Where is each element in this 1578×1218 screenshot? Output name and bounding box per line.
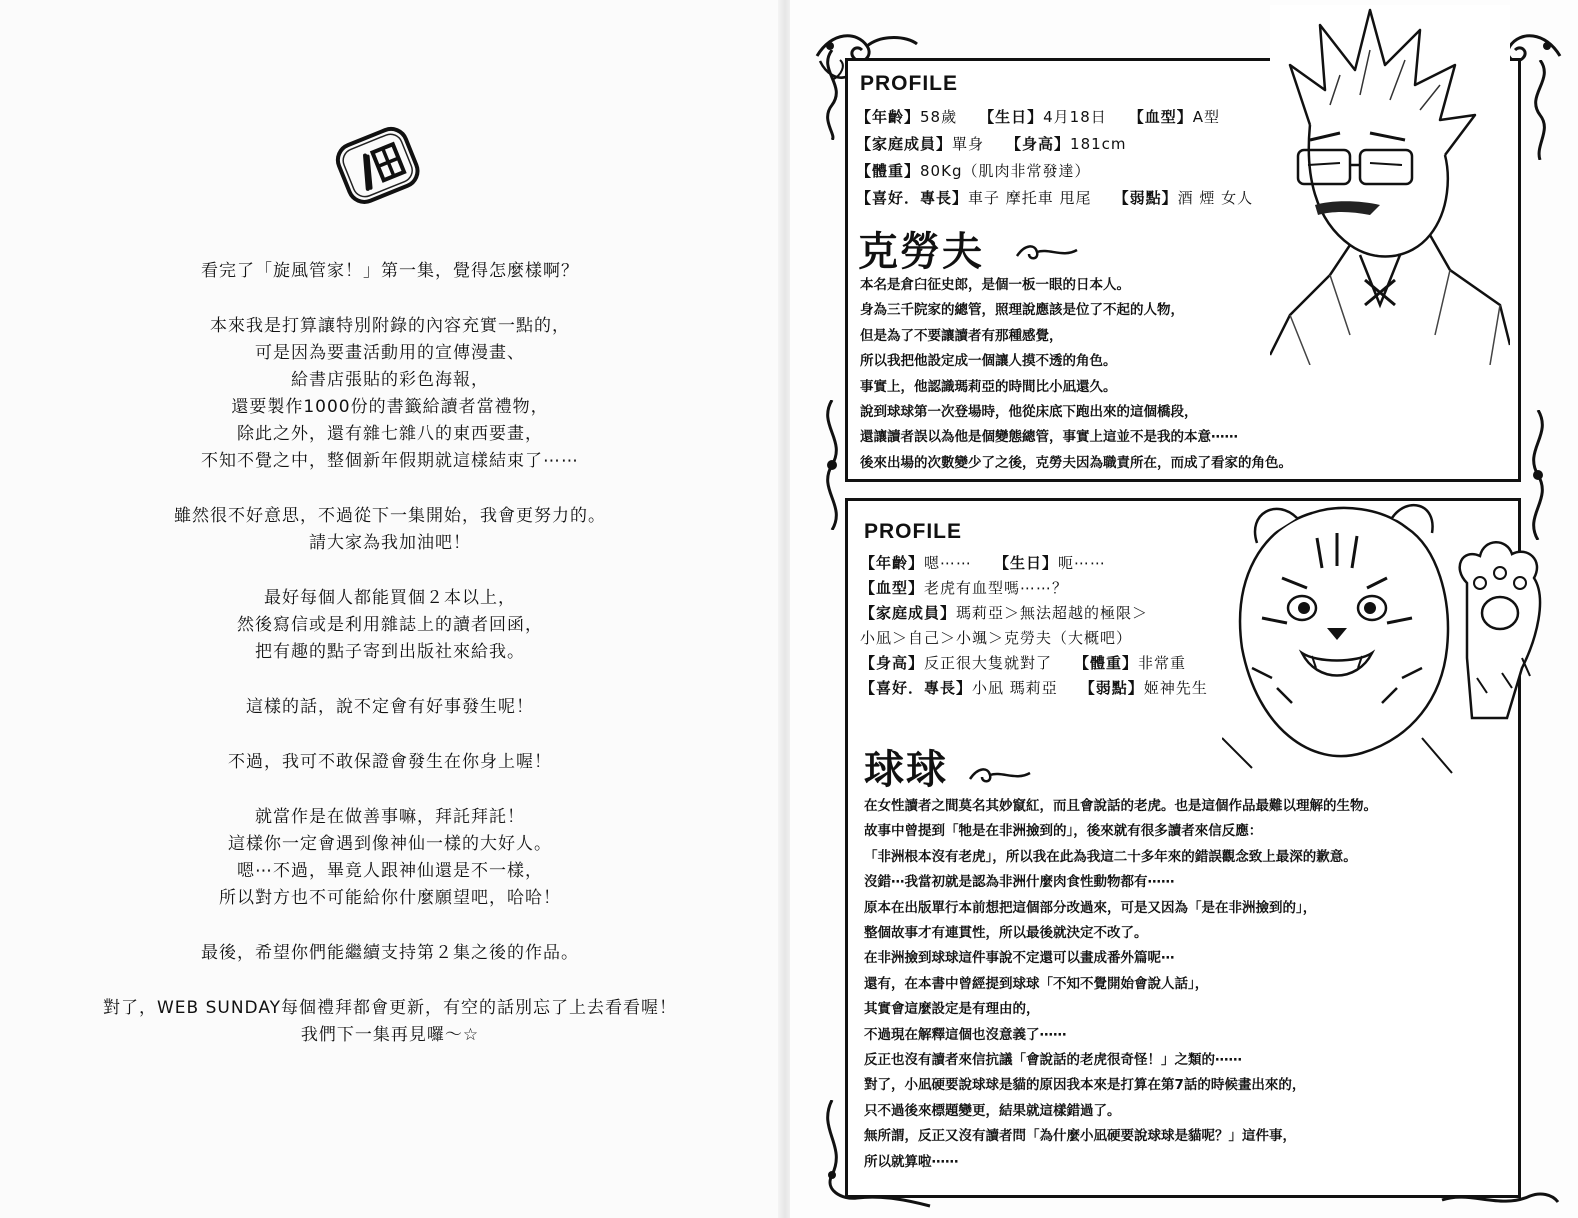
stat-label: 【血型】	[1128, 108, 1193, 126]
letter-line: 對了，WEB SUNDAY每個禮拜都會更新，有空的話別忘了上去看看喔！	[102, 998, 678, 1018]
stat-row	[856, 133, 1127, 154]
stat-label: 【生日】	[979, 108, 1044, 126]
letter-line: 看完了「旋風管家！」第一集，覺得怎麼樣啊？	[201, 261, 579, 281]
description-line: 無所謂，反正又沒有讀者問「為什麼小凪硬要說球球是貓呢？」這件事，	[864, 1128, 1296, 1145]
letter-line: 就當作是在做善事嘛，拜託拜託！	[255, 807, 525, 827]
stat-value: 反正很大隻就對了	[924, 654, 1053, 672]
klaus-portrait	[1270, 5, 1510, 365]
ornament-right-vine	[1520, 60, 1560, 160]
description-line: 原本在出版單行本前想把這個部分改過來，可是又因為「是在非洲撿到的」，	[864, 899, 1317, 916]
author-stamp	[330, 125, 428, 207]
letter-line: 還要製作1000份的書籤給讀者當禮物，	[231, 397, 549, 417]
stat-value: 呃⋯⋯	[1058, 554, 1107, 572]
stat-label: 【身高】	[1006, 135, 1071, 153]
description-line: 事實上，他認識瑪莉亞的時間比小凪還久。	[860, 378, 1117, 395]
description-line: 沒錯⋯我當初就是認為非洲什麼肉食性動物都有⋯⋯	[864, 874, 1175, 891]
description-line: 不過現在解釋這個也沒意義了⋯⋯	[864, 1026, 1067, 1043]
stat-value: 非常重	[1138, 654, 1187, 672]
stat-value: 老虎有血型嗎⋯⋯？	[924, 579, 1069, 597]
letter-line: 雖然很不好意思，不過從下一集開始，我會更努力的。	[174, 506, 606, 526]
description-line: 只不過後來標題變更，結果就這樣錯過了。	[864, 1102, 1121, 1119]
stat-value: 80Kg（肌肉非常發達）	[920, 162, 1091, 180]
letter-line: 請大家為我加油吧！	[309, 533, 471, 553]
stat-value: 小凪＞自己＞小颯＞克勞夫（大概吧）	[860, 629, 1133, 647]
stat-value: 單身	[952, 135, 985, 153]
stat-row	[860, 602, 1148, 623]
letter-line: 最好每個人都能買個２本以上，	[264, 588, 516, 608]
character-name-tama: 球球	[864, 747, 948, 793]
stat-row	[856, 187, 1253, 208]
stat-row	[860, 677, 1208, 698]
stat-label: 【喜好．專長】	[856, 189, 969, 207]
letter-paragraph	[40, 749, 740, 776]
stat-label: 【體重】	[856, 162, 921, 180]
stat-label: 【體重】	[1074, 654, 1139, 672]
stat-value: A型	[1192, 108, 1221, 126]
letter-line: 不知不覺之中，整個新年假期就這樣結束了⋯⋯	[201, 451, 579, 471]
letter-line: 給書店張貼的彩色海報，	[291, 370, 489, 390]
letter-line: 所以對方也不可能給你什麼願望吧，哈哈！	[219, 888, 561, 908]
stat-value: 58歲	[920, 108, 958, 126]
description-line: 在女性讀者之間莫名其妙竄紅，而且會說話的老虎。也是這個作品最難以理解的生物。	[864, 798, 1377, 814]
stat-value: 酒 煙 女人	[1177, 189, 1254, 207]
letter-line: 嗯⋯不過，畢竟人跟神仙還是不一樣，	[237, 861, 543, 881]
letter-line: 本來我是打算讓特別附錄的內容充實一點的，	[210, 316, 570, 336]
stat-value: 車子 摩托車 甩尾	[968, 189, 1092, 207]
letter-paragraph	[40, 995, 740, 1049]
stat-row	[860, 627, 1132, 648]
description-line: 其實會這麼設定是有理由的，	[864, 1001, 1040, 1018]
tama-tiger-portrait	[1222, 488, 1552, 778]
description-line: 還有，在本書中曾經提到球球「不知不覺開始會說人話」，	[864, 975, 1209, 992]
profile-heading: PROFILE	[860, 72, 959, 95]
profile-heading-2: PROFILE	[864, 520, 963, 543]
stat-label: 【生日】	[994, 554, 1059, 572]
name-flourish-2	[968, 765, 1032, 787]
description-line: 整個故事才有連貫性，所以最後就決定不改了。	[864, 925, 1148, 942]
letter-line: 可是因為要畫活動用的宣傳漫畫、	[255, 343, 525, 363]
afterword-letter	[40, 258, 740, 1077]
stat-value: 181cm	[1070, 135, 1127, 153]
description-line: 「非洲根本沒有老虎」，所以我在此為我這二十多年來的錯誤觀念致上最深的歉意。	[864, 848, 1357, 865]
stat-value: 姬神先生	[1143, 679, 1208, 697]
stat-label: 【身高】	[860, 654, 925, 672]
stat-label: 【弱點】	[1113, 189, 1178, 207]
description-line: 所以我把他設定成一個讓人摸不透的角色。	[860, 353, 1117, 370]
description-line: 對了，小凪硬要說球球是貓的原因我本來是打算在第7話的時候畫出來的，	[864, 1077, 1306, 1094]
letter-line: 最後，希望你們能繼續支持第２集之後的作品。	[201, 943, 579, 963]
stat-label: 【年齡】	[860, 554, 925, 572]
stat-row	[856, 106, 1220, 127]
stat-label: 【血型】	[860, 579, 925, 597]
stat-label: 【家庭成員】	[860, 604, 957, 622]
letter-line: 不過，我可不敢保證會發生在你身上喔！	[228, 752, 552, 772]
description-line: 反正也沒有讀者來信抗議「會說話的老虎很奇怪！」之類的⋯⋯	[864, 1052, 1242, 1069]
letter-line: 這樣你一定會遇到像神仙一樣的大好人。	[228, 834, 552, 854]
description-line: 故事中曾提到「牠是在非洲撿到的」，後來就有很多讀者來信反應：	[864, 823, 1263, 840]
description-line: 所以就算啦⋯⋯	[864, 1153, 959, 1170]
stat-row	[860, 577, 1068, 598]
name-flourish	[1015, 242, 1079, 264]
letter-paragraph	[40, 585, 740, 666]
letter-paragraph	[40, 804, 740, 912]
description-line: 身為三千院家的總管，照理說應該是位了不起的人物，	[860, 302, 1184, 319]
stat-value: 4月18日	[1043, 108, 1107, 126]
letter-paragraph	[40, 694, 740, 721]
character-description-klaus	[860, 273, 1292, 476]
stat-value: 嗯⋯⋯	[924, 554, 973, 572]
description-line: 說到球球第一次登場時，他從床底下跑出來的這個橋段，	[860, 404, 1198, 421]
description-line: 本名是倉臼征史郎，是個一板一眼的日本人。	[860, 277, 1130, 293]
description-line: 在非洲撿到球球這件事說不定還可以畫成番外篇呢⋯	[864, 950, 1175, 967]
stat-label: 【弱點】	[1079, 679, 1144, 697]
stat-value: 瑪莉亞＞無法超越的極限＞	[956, 604, 1149, 622]
stat-label: 【家庭成員】	[856, 135, 953, 153]
letter-line: 這樣的話，說不定會有好事發生呢！	[246, 697, 534, 717]
letter-paragraph	[40, 940, 740, 967]
description-line: 後來出場的次數變少了之後，克勞夫因為職責所在，而成了看家的角色。	[860, 454, 1292, 471]
letter-line: 除此之外，還有雜七雜八的東西要畫，	[237, 424, 543, 444]
stat-label: 【喜好．專長】	[860, 679, 973, 697]
stat-row	[860, 552, 1106, 573]
letter-line: 把有趣的點子寄到出版社來給我。	[255, 642, 525, 662]
description-line: 還讓讀者誤以為他是個變態總管，事實上這並不是我的本意⋯⋯	[860, 429, 1238, 446]
character-name-klaus: 克勞夫	[858, 229, 984, 275]
letter-paragraph	[40, 313, 740, 475]
stat-row	[860, 652, 1186, 673]
stat-label: 【年齡】	[856, 108, 921, 126]
letter-paragraph	[40, 503, 740, 557]
character-description-tama	[864, 794, 1377, 1175]
description-line: 但是為了不要讓讀者有那種感覺，	[860, 327, 1063, 344]
letter-line: 然後寫信或是利用雜誌上的讀者回函，	[237, 615, 543, 635]
stat-value: 小凪 瑪莉亞	[972, 679, 1058, 697]
letter-paragraph	[40, 258, 740, 285]
stat-row	[856, 160, 1090, 181]
letter-line: 我們下一集再見囉～☆	[300, 1025, 480, 1045]
